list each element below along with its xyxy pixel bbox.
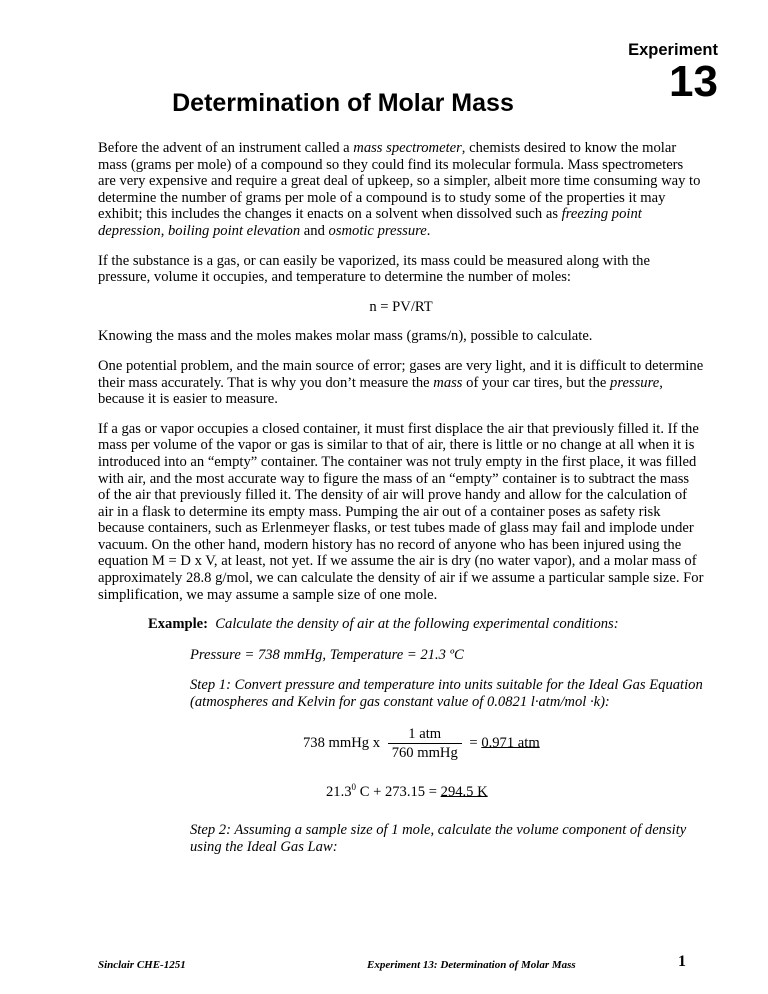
eq2-rest: C + 273.15 = [359, 783, 437, 800]
eq2-degree: 0 [351, 781, 357, 792]
emphasis-text: mass spectrometer [353, 140, 462, 156]
example-label: Example: [148, 616, 208, 633]
paragraph-text: One potential problem, and the main source of error; gases are very light, and it is difficult to determine their mass accurately. That is why you don’t measure the [98, 357, 704, 391]
paragraph-text: of your car tires, but the [462, 374, 611, 391]
eq2-result: 294.5 K [440, 783, 488, 800]
paragraph-molar-mass [98, 328, 704, 345]
page-header [98, 40, 718, 140]
footer-title: Experiment 13: Determination of Molar Mass [367, 959, 576, 971]
paragraph-gas [98, 253, 704, 286]
emphasis-text: osmotic pressure [328, 222, 427, 239]
page-number: 1 [678, 953, 686, 970]
eq1-numerator: 1 atm [388, 725, 462, 744]
emphasis-text: pressure [610, 374, 660, 391]
footer-course: Sinclair CHE-1251 [98, 959, 186, 971]
paragraph-text: , [160, 222, 168, 239]
paragraph-text: Knowing the mass and the moles makes molar mass (grams/n), possible to calculate. [98, 328, 593, 345]
pressure-conversion-equation [303, 725, 704, 762]
paragraph-air-density [98, 421, 704, 604]
document-body [98, 40, 718, 870]
example-step1: Step 1: Convert pressure and temperature into units suitable for the Ideal Gas Equation (atmospheres and Kelvin for gas constant value of 0.0821 l·atm/mol ·k): [190, 677, 703, 711]
example-step2: Step 2: Assuming a sample size of 1 mole, calculate the volume component of density using the Ideal Gas Law: [190, 822, 687, 856]
ideal-gas-equation: n = PV/RT [369, 298, 433, 315]
example-heading [148, 616, 704, 633]
paragraph-text: If a gas or vapor occupies a closed container, it must first displace the air that previously filled it. If the mass per volume of the vapor or gas is similar to that of air, there is little or no change at all when it is introduced into an “empty” container. The container was not truly empty in the first place, it was filled with air, and the most accurate way to figure the mass of an “empty” container is to subtract the mass of the air that previously filled it. The density of air will prove handy and allow for the calculation of air in a flask to determine its empty mass. Pumping the air out of a container poses as safety risk because containers, such as Erlenmeyer flasks, or test tubes made of glass may fail and implode under vacuum. On the other hand, modern history has no record of anyone who has been injured using the equation M = D x V, at least, not yet. If we assume the air is dry (no water vapor), and a molar mass of approximately 28.8 g/mol, we can calculate the density of air if we assume a particular sample size. For simplification, we may assume a sample size of one mole. [98, 420, 704, 603]
paragraph-text: . [426, 222, 431, 239]
paragraph-intro [98, 140, 704, 240]
experiment-label: Experiment [628, 41, 718, 59]
eq1-equals: = [469, 734, 478, 751]
eq2-lhs: 21.3 [326, 783, 352, 800]
paragraph-text: and [300, 222, 329, 239]
temperature-conversion-equation [326, 778, 704, 801]
paragraph-text: , because it is easier to measure. [98, 374, 663, 408]
eq1-result: 0.971 atm [481, 734, 540, 751]
experiment-number: 13 [669, 57, 718, 106]
experiment-badge [608, 40, 718, 104]
eq1-lhs: 738 mmHg x [303, 734, 381, 751]
emphasis-text: boiling point elevation [168, 222, 301, 239]
paragraph-problem [98, 358, 704, 408]
page-title: Determination of Molar Mass [172, 89, 514, 117]
eq1-fraction [388, 725, 462, 762]
emphasis-text: mass [433, 374, 463, 391]
paragraph-text: If the substance is a gas, or can easily be vaporized, its mass could be measured along with the pressure, volume it occupies, and temperature to determine the number of moles: [98, 252, 650, 286]
example-prompt: Calculate the density of air at the following experimental conditions: [215, 616, 619, 633]
paragraph-text: , chemists desired to know the molar mass (grams per mole) of a compound so they could find its molecular formula. Mass spectrometers are very expensive and require a great deal of upkeep, so a simpler, albeit more time consuming way to determine the number of grams per mole of a compound is to study some of the properties it may exhibit; this includes the changes it enacts on a solvent when dissolved such as [98, 140, 701, 223]
example-conditions: Pressure = 738 mmHg, Temperature = 21.3 ºC [190, 646, 464, 663]
eq1-denominator: 760 mmHg [391, 744, 458, 761]
emphasis-text: freezing point depression [98, 206, 642, 239]
paragraph-text: Before the advent of an instrument called a [98, 140, 354, 156]
